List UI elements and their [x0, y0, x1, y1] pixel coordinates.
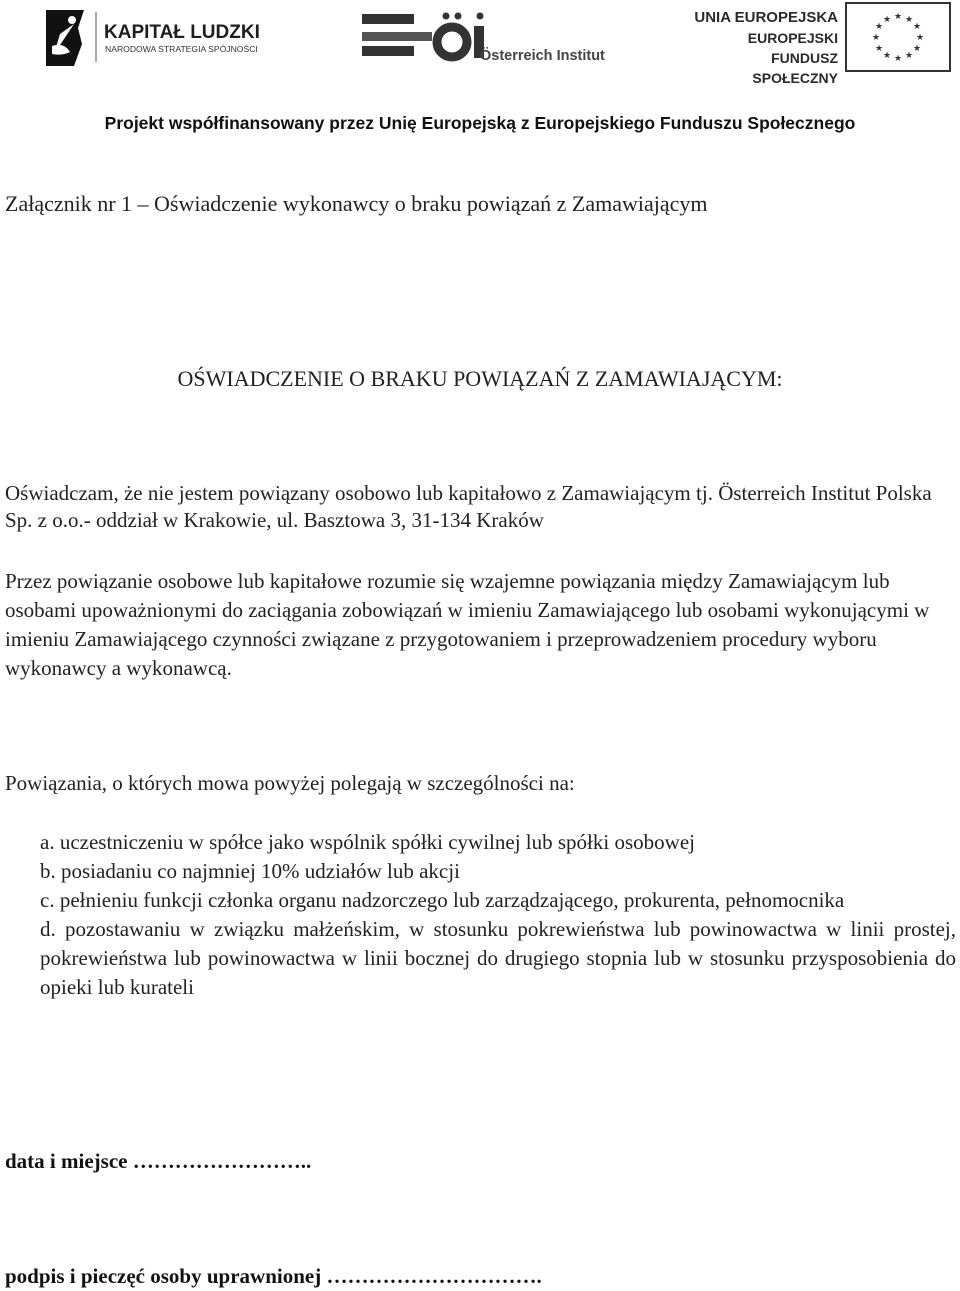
document-title: OŚWIADCZENIE O BRAKU POWIĄZAŃ Z ZAMAWIAJĄCYM:	[177, 366, 783, 391]
kapital-ludzki-title: KAPITAŁ LUDZKI	[104, 22, 260, 43]
svg-text:★: ★	[893, 54, 903, 64]
svg-text:★: ★	[871, 33, 881, 43]
svg-text:★: ★	[874, 22, 884, 32]
date-place-field: data i miejsce ……………………..	[5, 1149, 312, 1173]
svg-text:★: ★	[882, 15, 892, 25]
svg-text:★: ★	[893, 12, 903, 22]
svg-text:★: ★	[904, 51, 914, 61]
connections-list	[40, 828, 956, 1002]
signature-field: podpis i pieczęć osoby uprawnionej ………………………….	[5, 1264, 542, 1288]
eu-logo-text	[690, 8, 838, 88]
kapital-ludzki-subtitle: NARODOWA STRATEGIA SPÓJNOŚCI	[105, 44, 258, 54]
svg-text:★: ★	[915, 33, 925, 43]
eu-line-2: EUROPEJSKI	[747, 30, 838, 46]
svg-text:★: ★	[874, 44, 884, 54]
eu-line-1: UNIA EUROPEJSKA	[694, 9, 838, 26]
list-item: a. uczestniczeniu w spółce jako wspólnik spółki cywilnej lub spółki osobowej	[40, 830, 695, 854]
osterreich-institut-logo	[362, 12, 647, 64]
osterreich-institut-name: Österreich Institut	[480, 48, 605, 64]
attachment-title: Załącznik nr 1 – Oświadczenie wykonawcy o braku powiązań z Zamawiającym	[5, 191, 708, 216]
svg-text:★: ★	[904, 15, 914, 25]
eu-flag-icon	[845, 2, 951, 72]
svg-text:★: ★	[882, 51, 892, 61]
definition-paragraph: Przez powiązanie osobowe lub kapitałowe rozumie się wzajemne powiązania między Zamawiającym lub osobami upoważnionymi do zaciągania zobowiązań w imieniu Zamawiającego lub osobami wykonującymi w imieniu Zamawiającego czynności związane z przygotowaniem i przeprowadzeniem procedury wyboru wykonawcy a wykonawcą.	[5, 569, 930, 680]
connections-intro: Powiązania, o których mowa powyżej polegają w szczególności na:	[5, 771, 575, 795]
list-item: c. pełnieniu funkcji członka organu nadzorczego lub zarządzającego, prokurenta, pełnomocnika	[40, 888, 845, 912]
svg-text:★: ★	[912, 22, 922, 32]
statement-paragraph: Oświadczam, że nie jestem powiązany osobowo lub kapitałowo z Zamawiającym tj. Österreich Institut Polska Sp. z o.o.- oddział w Krakowie, ul. Basztowa 3, 31-134 Kraków	[5, 481, 932, 532]
eu-line-3: FUNDUSZ SPOŁECZNY	[752, 50, 838, 86]
list-item: d. pozostawaniu w związku małżeńskim, w stosunku pokrewieństwa lub powinowactwa w linii prostej, pokrewieństwa lub powinowactwa w linii bocznej do drugiego stopnia lub w stosunku przysposobienia do opieki lub kurateli	[40, 917, 956, 999]
kapital-ludzki-logo	[44, 4, 274, 70]
project-header: Projekt współfinansowany przez Unię Europejską z Europejskiego Funduszu Społecznego	[104, 113, 856, 133]
list-item: b. posiadaniu co najmniej 10% udziałów lub akcji	[40, 859, 460, 883]
svg-text:★: ★	[912, 44, 922, 54]
